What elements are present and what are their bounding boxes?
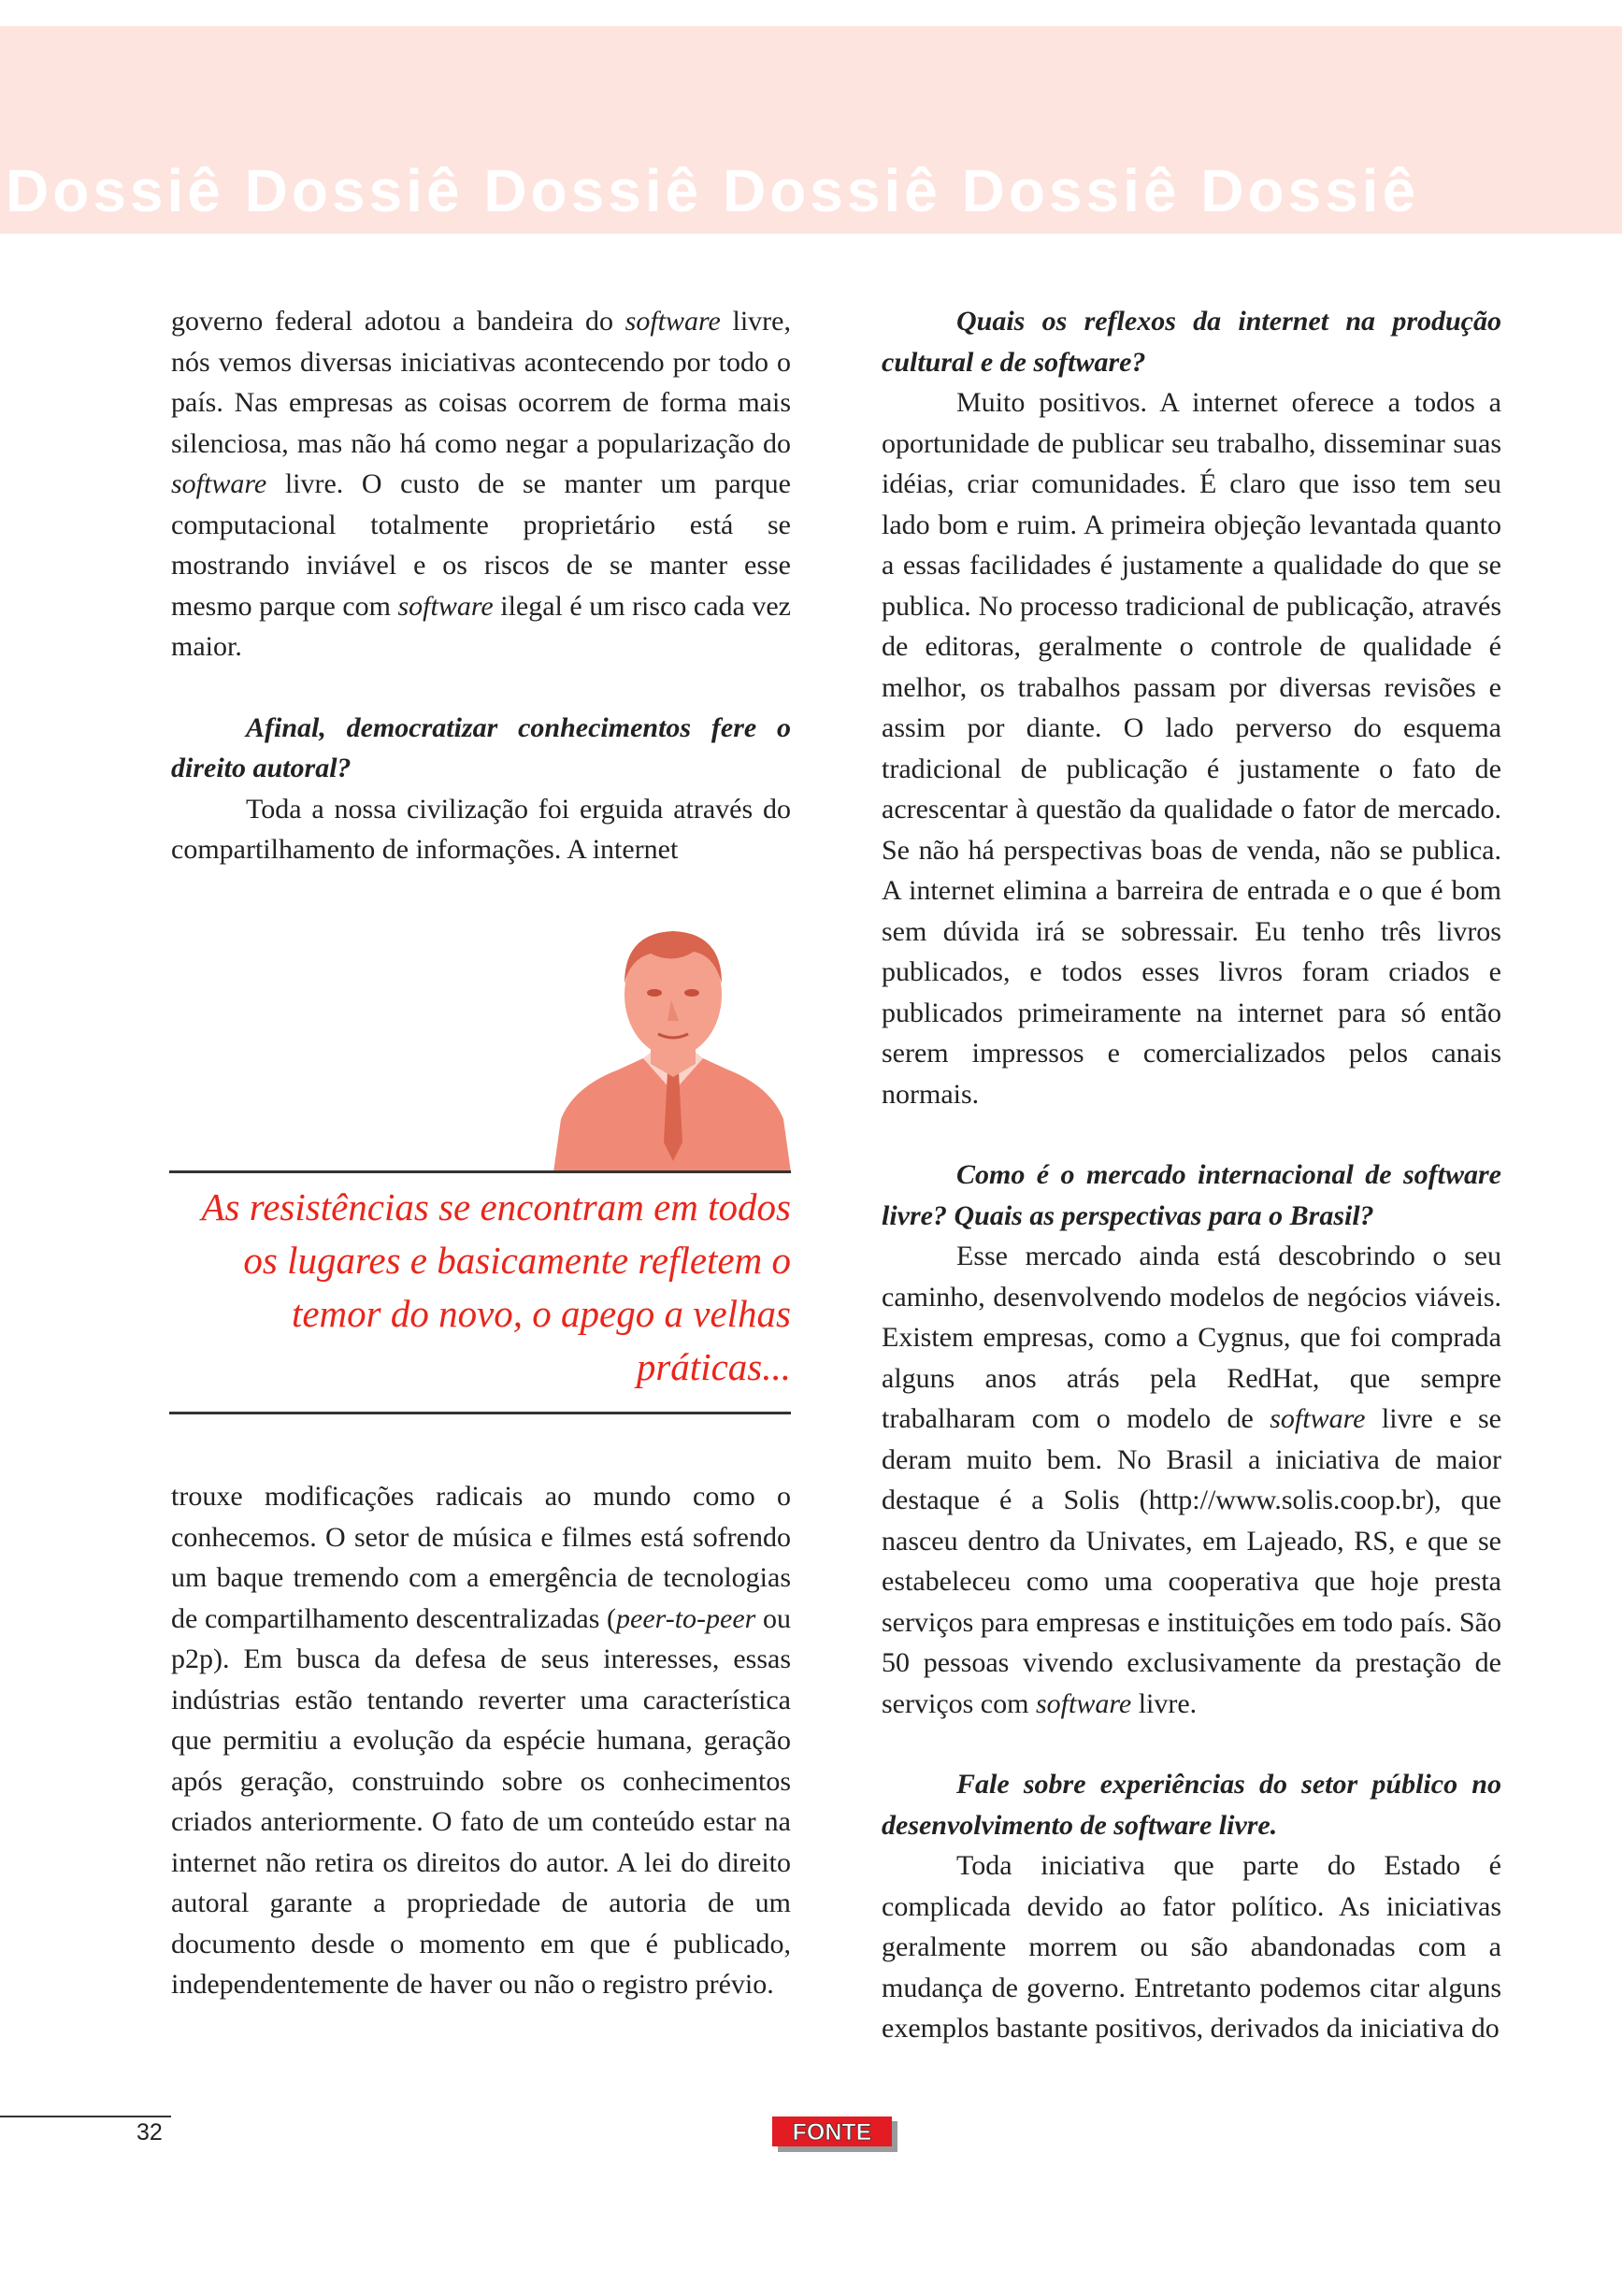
pull-quote-bottom-rule: [169, 1412, 791, 1414]
paragraph-intro: [171, 301, 791, 667]
italic-term: software: [1035, 1687, 1132, 1719]
text-run: governo federal adotou a bandeira do: [171, 306, 625, 337]
italic-term: software: [624, 306, 721, 337]
text-run: Esse mercado ainda está descobrindo o seu caminho, desenvolvendo modelos de negócios viáveis. Existem empresas, como a Cygnus, que foi comprada alguns anos atrás pela RedHat, que sempre trabalharam com o modelo de: [882, 1241, 1501, 1434]
text-run: trouxe modificações radicais ao mundo como o conhecemos. O setor de música e filmes está sofrendo um baque tremendo com a emergência de tecnologias de compartilhamento descentralizadas (: [171, 1481, 791, 1634]
paragraph-civilizacao: [171, 789, 791, 870]
text-run: Toda a nossa civilização foi erguida através do compartilhamento de informações. A internet: [171, 793, 791, 865]
fonte-logo: [772, 2117, 897, 2152]
pull-quote-top-rule: [169, 1170, 791, 1173]
italic-term: software: [171, 468, 267, 499]
text-run: ilegal é um risco cada vez maior.: [171, 590, 791, 662]
left-column-lower: [171, 1476, 791, 2005]
text-run: livre e se deram muito bem. No Brasil a iniciativa de maior destaque é a Solis (http://www.solis.coop.br), que nasceu dentro da Univates, em Lajeado, RS, e que se estabeleceu como uma cooperativa que hoje presta serviços para empresas e instituições em todo país. São 50 pessoas vivendo exclusivamente da prestação de serviços com: [882, 1403, 1501, 1719]
question-mercado-internacional: Como é o mercado internacional de software livre? Quais as perspectivas para o Brasil?: [882, 1159, 1501, 1231]
paragraph-modificacoes: [171, 1476, 791, 2005]
footer-rule: [0, 2116, 171, 2117]
text-run: Toda iniciativa que parte do Estado é complicada devido ao fator político. As iniciativas geralmente morrem ou são abandonadas com a mudança de governo. Entretanto podemos citar alguns exemplos bastante positivos, derivados da iniciativa do: [882, 1850, 1501, 2044]
question-setor-publico: Fale sobre experiências do setor público no desenvolvimento de software livre.: [882, 1769, 1501, 1841]
left-column-upper: [171, 301, 791, 870]
text-run: livre, nós vemos diversas iniciativas acontecendo por todo o país. Nas empresas as coisas ocorrem de forma mais silenciosa, mas não há como negar a popularização do: [171, 306, 791, 459]
paragraph-muito-positivos: [882, 382, 1501, 1114]
paragraph-mercado: [882, 1236, 1501, 1724]
question-reflexos-internet: Quais os reflexos da internet na produção cultural e de software?: [882, 306, 1501, 378]
text-run: livre. O custo de se manter um parque computacional totalmente proprietário está se mostrando inviável e os riscos de se manter esse mesmo parque com: [171, 468, 791, 622]
right-column: [882, 301, 1501, 2049]
page-number: 32: [136, 2119, 163, 2145]
italic-term: software: [397, 590, 494, 622]
text-run: Muito positivos. A internet oferece a todos a oportunidade de publicar seu trabalho, disseminar suas idéias, criar comunidades. É claro que isso tem seu lado bom e ruim. A primeira objeção levantada quanto a essas facilidades é justamente a qualidade do que se publica. No processo tradicional de publicação, através de editoras, geralmente o controle de qualidade é melhor, os trabalhos passam por diversas revisões e assim por diante. O lado perverso do esquema tradicional de publicação é justamente o fato de acrescentar à questão da qualidade o fator de mercado. Se não há perspectivas boas de venda, não se publica. A internet elimina a barreira de entrada e o que é bom sem dúvida irá se sobressair. Eu tenho três livros publicados, e todos esses livros foram criados e publicados primeiramente na internet para só então serem impressos e comercializados pelos canais normais.: [882, 387, 1501, 1110]
section-banner-text: Dossiê Dossiê Dossiê Dossiê Dossiê Dossiê: [6, 157, 1420, 224]
question-direito-autoral: Afinal, democratizar conhecimentos fere o direito autoral?: [171, 711, 791, 783]
pull-quote: As resistências se encontram em todos os lugares e basicamente refletem o temor do novo, o apego a velhas práticas...: [201, 1185, 791, 1388]
paragraph-iniciativa-estado: [882, 1845, 1501, 2049]
italic-term: peer-to-peer: [616, 1602, 756, 1634]
text-run: ou p2p). Em busca da defesa de seus interesses, essas indústrias estão tentando reverter uma característica que permitiu a evolução da espécie humana, geração após geração, construindo sobre os conhecimentos criados anteriormente. O fato de um conteúdo estar na internet não retira os direitos do autor. A lei do direito autoral garante a propriedade de autoria de um documento desde o momento em que é publicado, independentemente de haver ou não o registro prévio.: [171, 1602, 791, 2000]
italic-term: software: [1270, 1403, 1366, 1434]
text-run: livre.: [1131, 1687, 1198, 1719]
interviewee-portrait: [553, 927, 791, 1172]
logo-text: FONTE: [792, 2119, 872, 2145]
